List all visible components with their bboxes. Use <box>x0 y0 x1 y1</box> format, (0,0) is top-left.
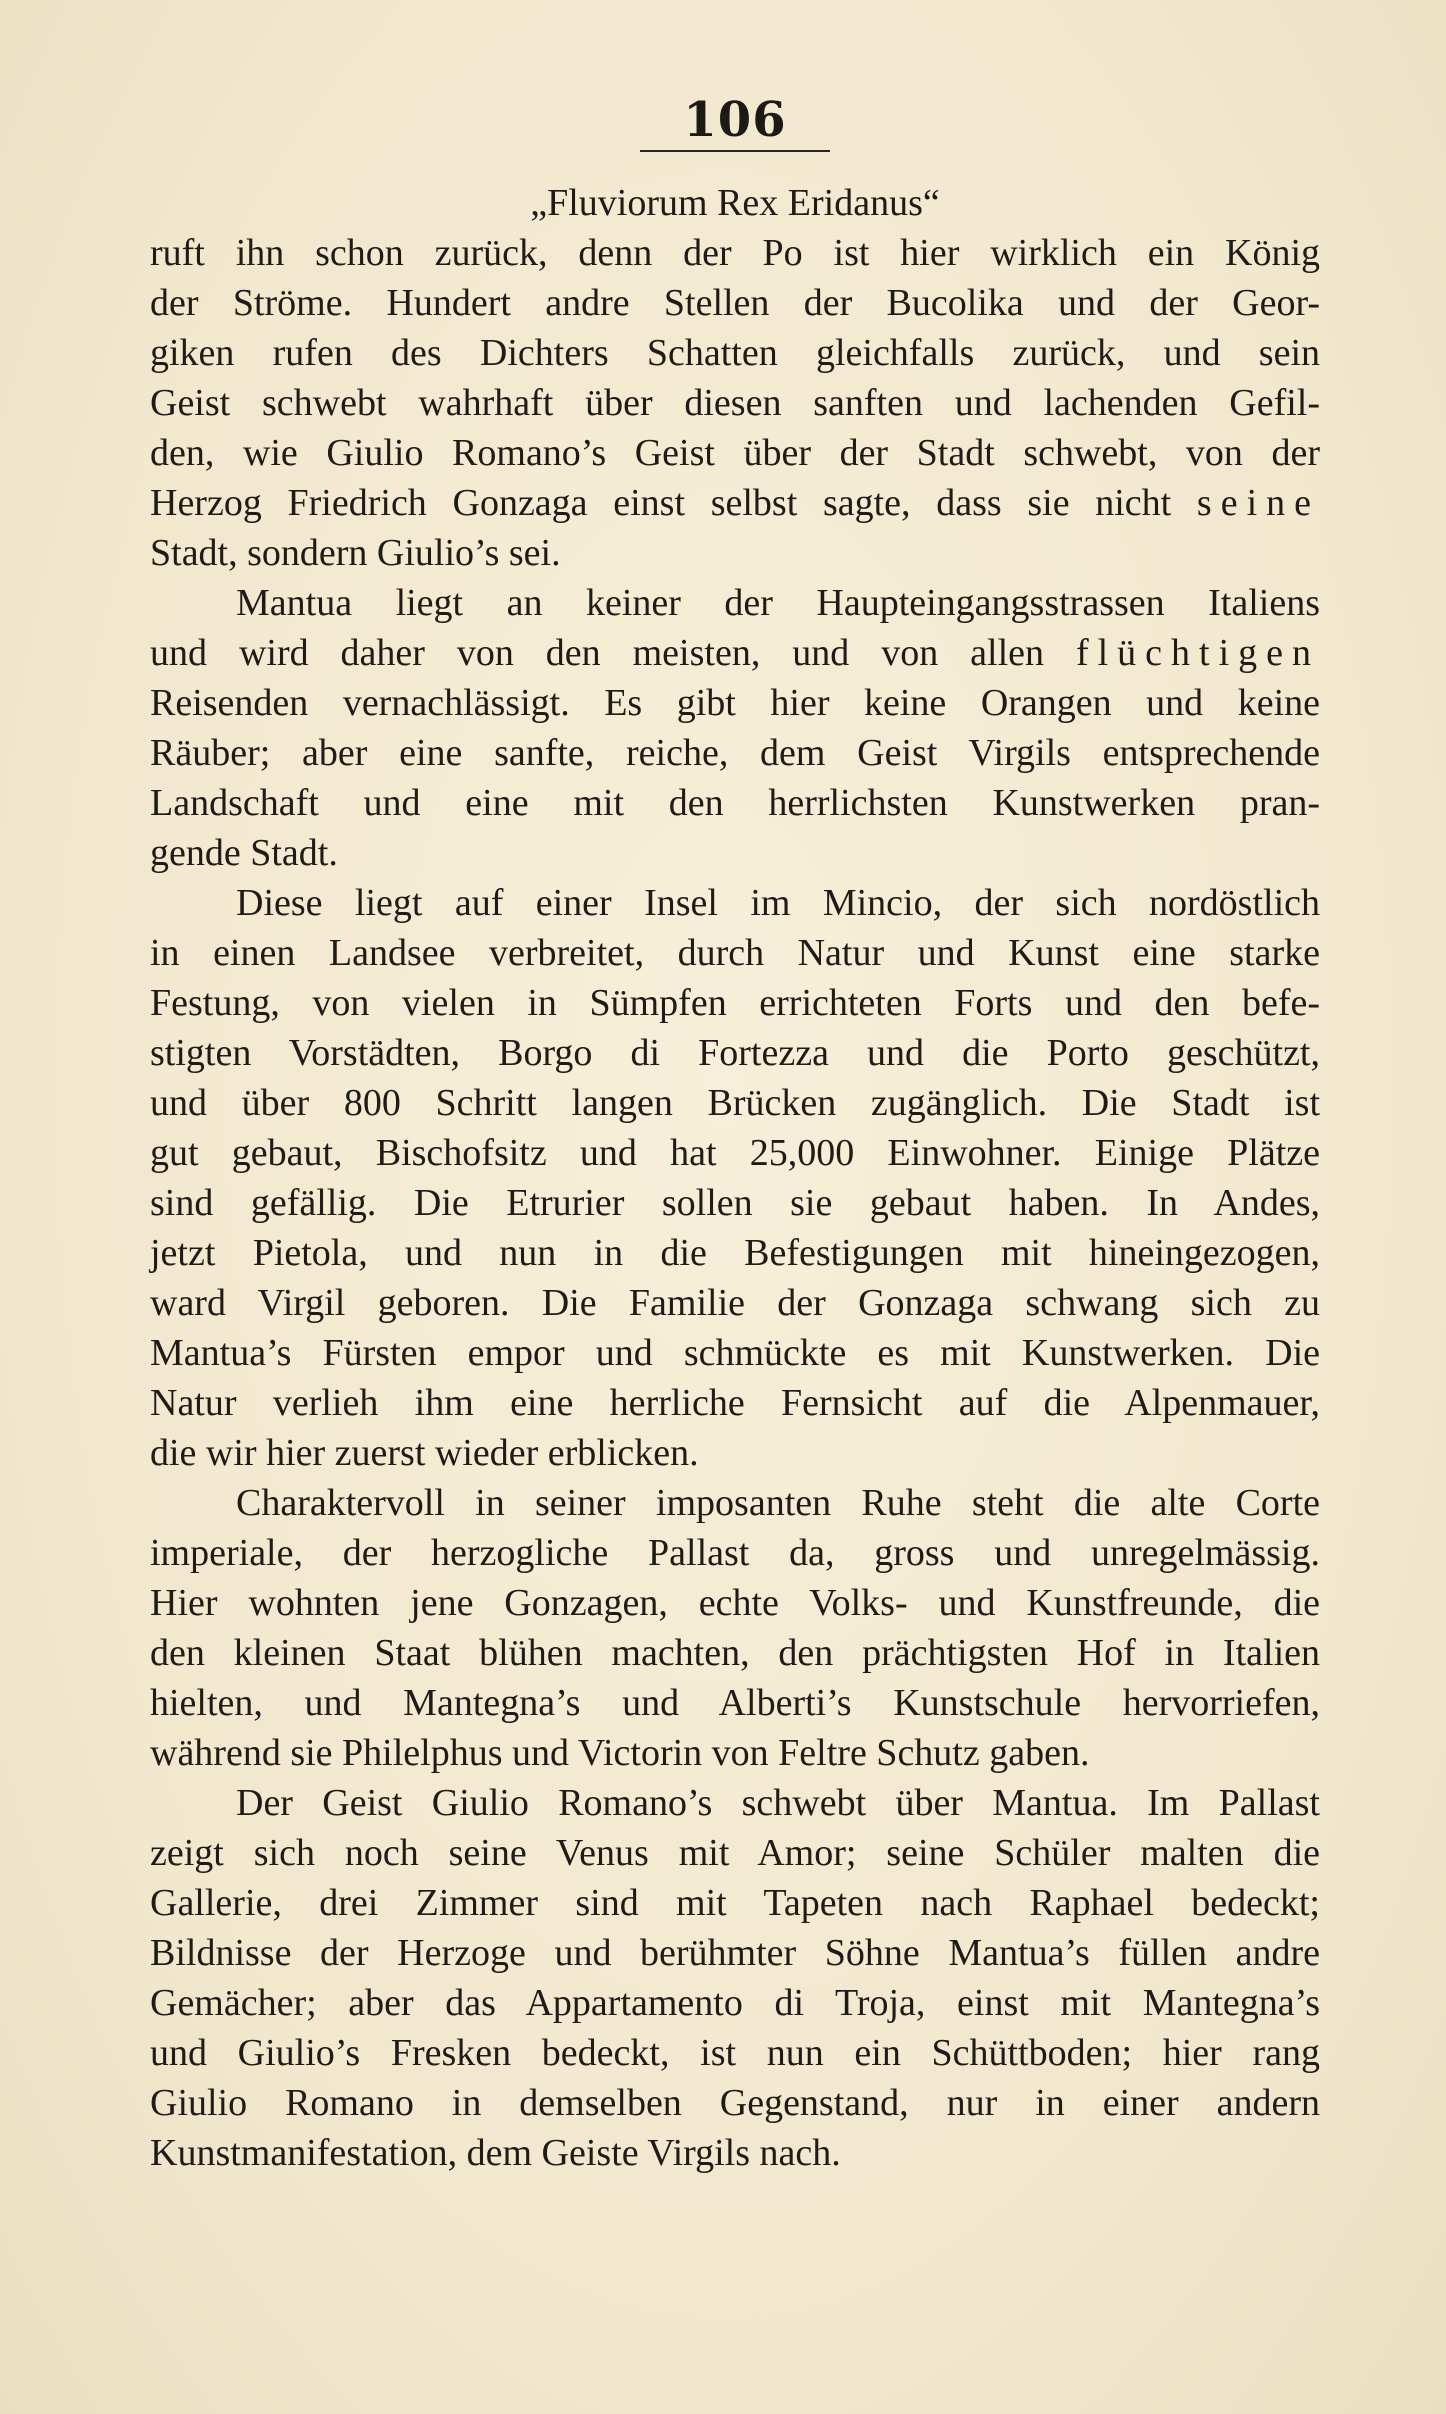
text-segment: und wird daher von den meisten, und von allen <box>150 632 1076 674</box>
text-line: hielten, und Mantegna’s und Alberti’s Kunstschule hervorriefen, <box>150 1682 1320 1724</box>
text-line: der Ströme. Hundert andre Stellen der Bucolika und der Geor- <box>150 282 1320 324</box>
body-text <box>150 178 1320 2178</box>
text-line: in einen Landsee verbreitet, durch Natur und Kunst eine starke <box>150 932 1320 974</box>
text-line: gut gebaut, Bischofsitz und hat 25,000 Einwohner. Einige Plätze <box>150 1132 1320 1174</box>
text-line: Natur verlieh ihm eine herrliche Fernsicht auf die Alpenmauer, <box>150 1382 1320 1424</box>
text-line: giken rufen des Dichters Schatten gleichfalls zurück, und sein <box>150 332 1320 374</box>
text-line: den kleinen Staat blühen machten, den prächtigsten Hof in Italien <box>150 1632 1320 1674</box>
paragraph-first-line: Der Geist Giulio Romano’s schwebt über Mantua. Im Pallast <box>236 1782 1320 1824</box>
paragraph-end-line: Stadt, sondern Giulio’s sei. <box>150 532 561 574</box>
header-rule <box>640 150 830 152</box>
text-segment: Herzog Friedrich Gonzaga einst selbst sagte, dass sie nicht <box>150 482 1197 524</box>
quote-line: „Fluviorum Rex Eridanus“ <box>530 182 940 224</box>
text-line: Landschaft und eine mit den herrlichsten Kunstwerken pran- <box>150 782 1320 824</box>
text-line <box>150 478 1320 528</box>
text-line: Festung, von vielen in Sümpfen errichteten Forts und den befe- <box>150 982 1320 1024</box>
text-line: ruft ihn schon zurück, denn der Po ist hier wirklich ein König <box>150 232 1320 274</box>
text-line: Giulio Romano in demselben Gegenstand, nur in einer andern <box>150 2082 1320 2124</box>
paragraph-first-line: Charaktervoll in seiner imposanten Ruhe steht die alte Corte <box>236 1482 1320 1524</box>
text-line: zeigt sich noch seine Venus mit Amor; seine Schüler malten die <box>150 1832 1320 1874</box>
spaced-word: seine <box>1196 482 1320 524</box>
text-line: imperiale, der herzogliche Pallast da, gross und unregelmässig. <box>150 1532 1320 1574</box>
text-line: Mantua’s Fürsten empor und schmückte es mit Kunstwerken. Die <box>150 1332 1320 1374</box>
text-line: Bildnisse der Herzoge und berühmter Söhne Mantua’s füllen andre <box>150 1932 1320 1974</box>
paragraph-end-line: die wir hier zuerst wieder erblicken. <box>150 1432 699 1474</box>
text-line: jetzt Pietola, und nun in die Befestigungen mit hineingezogen, <box>150 1232 1320 1274</box>
text-line: stigten Vorstädten, Borgo di Fortezza und die Porto geschützt, <box>150 1032 1320 1074</box>
text-line: sind gefällig. Die Etrurier sollen sie gebaut haben. In Andes, <box>150 1182 1320 1224</box>
text-line: den, wie Giulio Romano’s Geist über der Stadt schwebt, von der <box>150 432 1320 474</box>
text-line: Gemächer; aber das Appartamento di Troja, einst mit Mantegna’s <box>150 1982 1320 2024</box>
spaced-word: flüchtigen <box>1075 632 1320 674</box>
paragraph-end-line: während sie Philelphus und Victorin von Feltre Schutz gaben. <box>150 1732 1090 1774</box>
text-line: Hier wohnten jene Gonzagen, echte Volks- und Kunstfreunde, die <box>150 1582 1320 1624</box>
paragraph-end-line: gende Stadt. <box>150 832 338 874</box>
text-line: Gallerie, drei Zimmer sind mit Tapeten nach Raphael bedeckt; <box>150 1882 1320 1924</box>
paragraph-first-line: Mantua liegt an keiner der Haupteingangsstrassen Italiens <box>236 582 1320 624</box>
paragraph-first-line: Diese liegt auf einer Insel im Mincio, der sich nordöstlich <box>236 882 1320 924</box>
text-line <box>150 628 1320 678</box>
text-line: Geist schwebt wahrhaft über diesen sanften und lachenden Gefil- <box>150 382 1320 424</box>
page-number: 106 <box>683 92 787 148</box>
text-line: und Giulio’s Fresken bedeckt, ist nun ein Schüttboden; hier rang <box>150 2032 1320 2074</box>
text-line: und über 800 Schritt langen Brücken zugänglich. Die Stadt ist <box>150 1082 1320 1124</box>
paragraph-end-line: Kunstmanifestation, dem Geiste Virgils nach. <box>150 2132 841 2174</box>
text-line: ward Virgil geboren. Die Familie der Gonzaga schwang sich zu <box>150 1282 1320 1324</box>
text-line: Räuber; aber eine sanfte, reiche, dem Geist Virgils entsprechende <box>150 732 1320 774</box>
text-line: Reisenden vernachlässigt. Es gibt hier keine Orangen und keine <box>150 682 1320 724</box>
